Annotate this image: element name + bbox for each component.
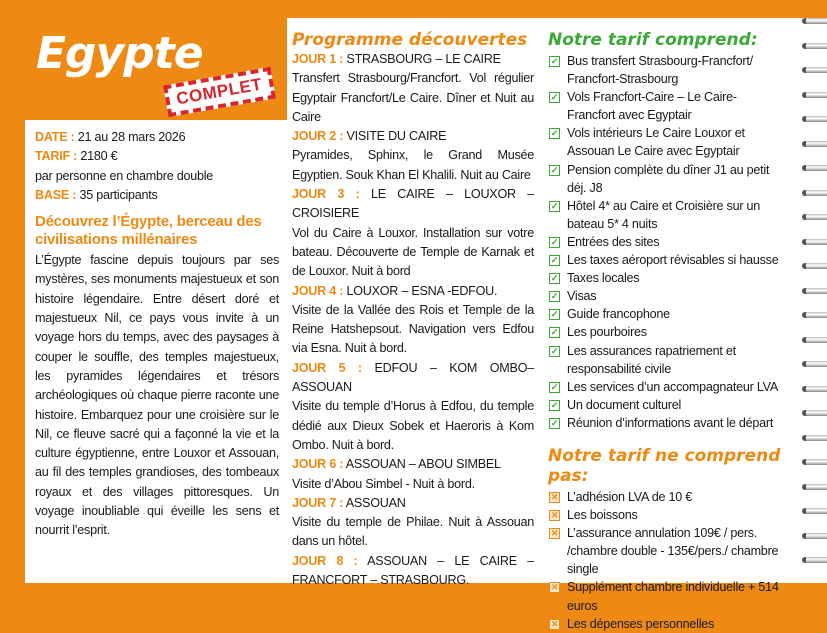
item-text: Les services d’un accompagnateur LVA	[567, 379, 779, 394]
day-title: LE CAIRE – LOUXOR – CROISIERE	[292, 187, 535, 221]
item-text: Un document culturel	[567, 397, 682, 412]
spiral-ring-icon	[802, 67, 827, 73]
day-text: Visite du temple d’Horus à Edfou, du temple dédié aux Dieux Sobek et Haeroris à Kom Ombo. Nuit à bord.	[292, 399, 534, 452]
spiral-ring-icon	[802, 263, 827, 269]
list-item	[548, 124, 788, 160]
item-text: Bus transfert Strasbourg-Francfort/ Francfort-Strasbourg	[567, 54, 753, 87]
spiral-ring-icon	[802, 533, 827, 539]
checkbox-checked-icon: ✓	[550, 309, 559, 320]
checkbox-checked-icon: ✓	[550, 327, 559, 338]
item-text: Les boissons	[567, 508, 638, 523]
checkbox-cross-icon: ✕	[550, 618, 559, 629]
checkbox-cross-icon: ✕	[550, 582, 559, 593]
base-label: BASE :	[35, 187, 77, 202]
checkbox-checked-icon: ✓	[550, 273, 559, 284]
list-item	[548, 506, 788, 524]
spiral-ring-icon	[802, 190, 827, 196]
checkbox-checked-icon: ✓	[550, 417, 559, 428]
spiral-ring-icon	[802, 116, 827, 122]
day-text: Visite de la Vallée des Rois et Temple de la Reine Hatshepsout. Navigation vers Edfou via Esna. Nuit à bord.	[292, 302, 534, 356]
spiral-binding	[800, 18, 827, 582]
checkbox-checked-icon: ✓	[550, 255, 559, 266]
item-text: Hôtel 4* au Caire et Croisière sur un bateau 5* 4 nuits	[567, 198, 761, 231]
spiral-ring-icon	[802, 312, 827, 318]
item-text: Visas	[567, 289, 597, 304]
spiral-ring-icon	[802, 43, 827, 49]
excluded-title: Notre tarif ne comprend pas:	[548, 445, 781, 486]
list-item	[548, 269, 788, 287]
day-heading	[292, 552, 534, 591]
list-item	[548, 88, 788, 124]
spiral-ring-icon	[802, 92, 827, 98]
day-label: JOUR 5 :	[292, 360, 362, 375]
spiral-ring-icon	[802, 557, 827, 563]
item-text: Vols Francfort-Caire – Le Caire- Francfort avec Egyptair	[567, 90, 737, 123]
item-text: Réunion d’informations avant le départ	[567, 415, 774, 430]
tarif-column	[548, 30, 788, 633]
checkbox-checked-icon: ✓	[550, 381, 559, 392]
item-text: Guide francophone	[567, 307, 670, 322]
spiral-ring-icon	[802, 141, 827, 147]
day-text: Pyramides, Sphinx, le Grand Musée Egyptien. Souk Khan El Khalili. Nuit au Caire	[292, 148, 534, 182]
programme-days	[292, 50, 534, 590]
item-text: L’assurance annulation 109€ / pers. /chambre double - 135€/pers./ chambre single	[567, 526, 779, 577]
programme-title: Programme découvertes	[292, 30, 528, 50]
spiral-ring-icon	[802, 361, 827, 367]
checkbox-cross-icon: ✕	[550, 491, 559, 502]
list-item	[548, 233, 788, 251]
spiral-ring-icon	[802, 239, 827, 245]
day-label: JOUR 3 :	[292, 187, 360, 202]
item-text: Les taxes aéroport révisables si hausse	[567, 253, 779, 268]
day-title: EDFOU – KOM OMBO–ASSOUAN	[292, 360, 534, 395]
tarif-label: TARIF :	[35, 149, 78, 164]
day-heading	[292, 455, 534, 474]
list-item	[548, 396, 788, 414]
checkbox-checked-icon: ✓	[550, 399, 559, 410]
checkbox-checked-icon: ✓	[550, 236, 559, 247]
day-heading	[292, 127, 534, 146]
base-value: 35 participants	[79, 187, 158, 202]
checkbox-checked-icon: ✓	[550, 56, 559, 66]
programme-column	[292, 30, 534, 590]
day-label: JOUR 6 :	[292, 457, 344, 472]
checkbox-checked-icon: ✓	[550, 164, 559, 175]
list-item	[548, 578, 788, 614]
day-title: LOUXOR – ESNA -EDFOU.	[346, 283, 498, 298]
checkbox-checked-icon: ✓	[550, 128, 559, 139]
list-item	[548, 251, 788, 269]
programme-day	[292, 552, 534, 591]
day-title: ASSOUAN – ABOU SIMBEL	[345, 457, 501, 472]
intro-text: L’Égypte fascine depuis toujours par ses mystères, ses monuments majestueux et son histoire légendaire. Entre désert doré et majestueux Nil, ce pays vous invite à un voyage hors du temps, avec des paysages à couper le souffle, des temples majestueux, les pyramides légendaires et trésors archéologiques où chaque pierre raconte une histoire. Embarquez pour une croisière sur le Nil, ce fleuve sacré qui a façonné la vie et la culture égyptienne, entre Louxor et Assouan, au fil des temples grandioses, des tombeaux royaux et des villages pittoresques. Un voyage inoubliable qui éveille les sens et nourrit l’esprit.	[35, 253, 279, 538]
item-text: Pension complète du dîner J1 au petit déj. J8	[567, 162, 770, 195]
date-label: DATE :	[35, 130, 75, 144]
intro-heading: Découvrez l’Égypte, berceau des civilisations millénaires	[35, 213, 262, 249]
tarif-note: par personne en chambre double	[35, 168, 214, 183]
spiral-ring-icon	[802, 410, 827, 416]
programme-day	[292, 50, 534, 127]
day-label: JOUR 8 :	[292, 553, 358, 568]
spiral-ring-icon	[802, 484, 827, 490]
item-text: Les dépenses personnelles	[567, 616, 715, 631]
day-text: Vol du Caire à Louxor. Installation sur votre bateau. Découverte de Temple de Karnak et de Louxor. Nuit à bord	[292, 225, 534, 279]
list-item	[548, 287, 788, 305]
list-item	[548, 197, 788, 233]
day-label: JOUR 1 :	[292, 52, 344, 66]
list-item	[548, 161, 788, 197]
day-title: ASSOUAN	[345, 495, 406, 510]
day-text: Visite d’Abou Simbel - Nuit à bord.	[292, 476, 475, 491]
programme-day	[292, 494, 534, 552]
item-text: Supplément chambre individuelle + 514 euros	[567, 580, 779, 613]
item-text: Entrées des sites	[567, 234, 660, 249]
checkbox-checked-icon: ✓	[550, 291, 559, 302]
checkbox-checked-icon: ✓	[550, 345, 559, 356]
list-item	[548, 524, 788, 578]
list-item	[548, 52, 788, 88]
list-item	[548, 305, 788, 323]
checkbox-checked-icon: ✓	[550, 92, 559, 103]
date-value: 21 au 28 mars 2026	[77, 130, 186, 144]
spiral-ring-icon	[802, 288, 827, 294]
list-item	[548, 342, 788, 378]
spiral-ring-icon	[802, 386, 827, 392]
item-text: Vols intérieurs Le Caire Louxor et Assouan Le Caire avec Egyptair	[567, 126, 745, 159]
checkbox-cross-icon: ✕	[550, 528, 559, 539]
day-title: VISITE DU CAIRE	[346, 129, 447, 144]
included-list	[548, 52, 788, 432]
item-text: L’adhésion LVA de 10 €	[567, 489, 692, 504]
spiral-ring-icon	[802, 508, 827, 514]
day-text: Transfert Strasbourg/Francfort. Vol régulier Egyptair Francfort/Le Caire. Dîner et Nuit au Caire	[292, 71, 534, 124]
programme-day	[292, 185, 534, 281]
spiral-ring-icon	[802, 435, 827, 441]
day-title: ASSOUAN – LE CAIRE – FRANCFORT – STRASBOURG.	[292, 553, 534, 588]
tarif-line	[35, 147, 279, 166]
date-line	[35, 128, 279, 147]
list-item	[548, 323, 788, 341]
base-line	[35, 186, 279, 205]
excluded-list	[548, 488, 788, 633]
complet-stamp: COMPLET	[163, 67, 276, 117]
spiral-ring-icon	[802, 459, 827, 465]
day-text: Visite du temple de Philae. Nuit à Assouan dans un hôtel.	[292, 515, 534, 549]
list-item	[548, 488, 788, 506]
list-item	[548, 615, 788, 633]
day-heading	[292, 494, 534, 513]
list-item	[548, 414, 788, 432]
day-title: STRASBOURG – LE CAIRE	[346, 52, 501, 66]
item-text: Les assurances rapatriement et responsabilité civile	[567, 343, 736, 376]
item-text: Taxes locales	[567, 271, 640, 286]
programme-day	[292, 359, 534, 455]
day-heading	[292, 359, 534, 398]
spiral-ring-icon	[802, 214, 827, 220]
day-label: JOUR 7 :	[292, 495, 344, 510]
day-heading	[292, 185, 534, 224]
checkbox-cross-icon: ✕	[550, 510, 559, 521]
item-text: Les pourboires	[567, 325, 647, 340]
list-item	[548, 378, 788, 396]
info-column	[35, 128, 279, 541]
programme-day	[292, 127, 534, 185]
day-heading	[292, 50, 534, 69]
page-title: Egypte	[36, 28, 203, 79]
checkbox-checked-icon: ✓	[550, 200, 559, 211]
day-label: JOUR 2 :	[292, 129, 344, 144]
programme-day	[292, 455, 534, 494]
tarif-value: 2180 €	[80, 149, 118, 164]
spiral-ring-icon	[802, 337, 827, 343]
day-heading	[292, 282, 534, 301]
included-title: Notre tarif comprend:	[548, 30, 758, 50]
spiral-ring-icon	[802, 18, 827, 24]
spiral-ring-icon	[802, 165, 827, 171]
day-label: JOUR 4 :	[292, 283, 344, 298]
programme-day	[292, 282, 534, 359]
